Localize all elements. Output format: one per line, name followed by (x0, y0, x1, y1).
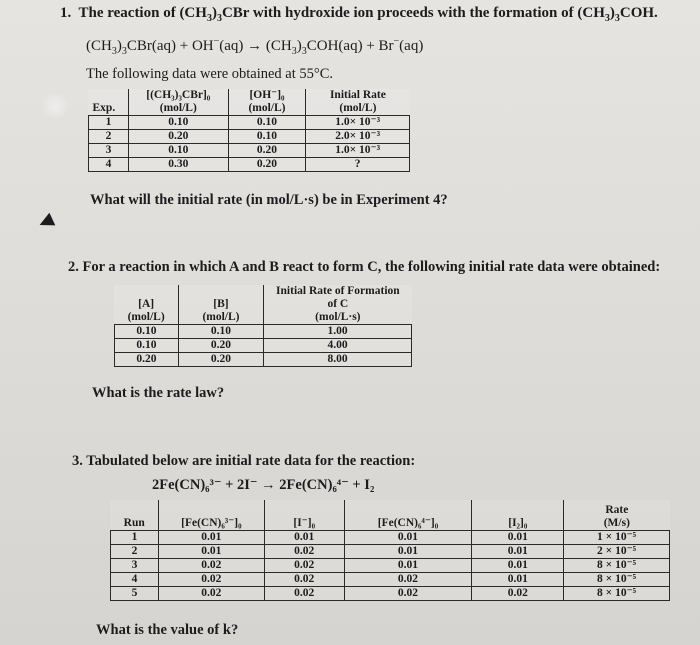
cell: 0.01 (158, 544, 264, 558)
q1-table (88, 89, 410, 172)
cell: 0.10 (228, 130, 306, 144)
header-a: [A] (mol/L) (115, 285, 179, 325)
cell: 8 × 10⁻⁵ (564, 586, 670, 600)
cell: 0.01 (158, 530, 264, 544)
table-row (111, 572, 670, 586)
cell: 0.02 (264, 586, 344, 600)
q1-intro: 1. The reaction of $(CH_3)_3CBr$ with hydroxide ion proceeds with the formation of $(CH_3)_3COH$. (60, 5, 658, 24)
table-row (115, 353, 412, 367)
header-oh: [OH⁻]₀ (mol/L) (228, 89, 306, 116)
q3-table (110, 500, 670, 601)
cell: 0.30 (128, 158, 228, 172)
cell: 0.10 (115, 325, 179, 339)
header-b: [B] (mol/L) (178, 285, 263, 325)
table-row (111, 530, 670, 544)
cell: 0.01 (344, 544, 472, 558)
cell: 5 (111, 586, 159, 600)
cell: 1.0× 10⁻³ (306, 144, 410, 158)
cell: 0.20 (178, 339, 263, 353)
cell: 0.01 (472, 544, 564, 558)
header-fe4: [Fe(CN)₆⁴⁻]₀ (344, 500, 472, 530)
cell: 4 (111, 572, 159, 586)
cell: 0.10 (178, 325, 263, 339)
table-row (89, 158, 410, 172)
cell: 0.10 (228, 116, 306, 130)
cell: 0.20 (128, 130, 228, 144)
cell: 0.10 (115, 339, 179, 353)
cell: 2 (89, 130, 129, 144)
cell: 0.02 (344, 572, 472, 586)
header-fe3: [Fe(CN)₆³⁻]₀ (158, 500, 264, 530)
cell: 0.01 (472, 572, 564, 586)
cell: 0.01 (344, 558, 472, 572)
table-header (115, 285, 412, 325)
table-row (89, 130, 410, 144)
cell: 0.02 (158, 572, 264, 586)
cell: 0.02 (264, 558, 344, 572)
header-exp: Exp. (89, 89, 129, 116)
cell: 2 (111, 544, 159, 558)
header-cbr: [(CH₃)₃CBr]₀ (mol/L) (128, 89, 228, 116)
cell: 0.01 (472, 530, 564, 544)
cell: 3 (111, 558, 159, 572)
q1-question: What will the initial rate (in mol/L·s) be in Experiment 4? (90, 192, 448, 208)
table-row (89, 116, 410, 130)
cell: 1 (111, 530, 159, 544)
table-row (111, 586, 670, 600)
table-row (111, 558, 670, 572)
cell: 0.01 (264, 530, 344, 544)
q3-question: What is the value of k? (96, 622, 239, 638)
cell: 8.00 (264, 353, 412, 367)
cell: 8 × 10⁻⁵ (564, 558, 670, 572)
cell: 0.20 (178, 353, 263, 367)
cell: 0.02 (472, 586, 564, 600)
header-rate: Rate (M/s) (564, 500, 670, 530)
cell: ? (306, 158, 410, 172)
cell: 0.20 (228, 158, 306, 172)
cell: 2.0× 10⁻³ (306, 130, 410, 144)
header-rate: Initial Rate of Formation of C (mol/L·s) (264, 285, 412, 325)
q1-data-line: The following data were obtained at 55°C. (86, 66, 333, 82)
cell: 0.02 (344, 586, 472, 600)
cell: 1 × 10⁻⁵ (564, 530, 670, 544)
cell: 2 × 10⁻⁵ (564, 544, 670, 558)
header-i: [I⁻]₀ (264, 500, 344, 530)
q3-equation: 2Fe(CN)₆³⁻ + 2I⁻ → 2Fe(CN)₆⁴⁻ + I₂ (152, 477, 375, 493)
q2-question: What is the rate law? (92, 385, 225, 401)
q2-table (114, 285, 412, 367)
cell: 1 (89, 116, 129, 130)
q3-intro: 3. Tabulated below are initial rate data for the reaction: (72, 453, 416, 469)
cell: 3 (89, 144, 129, 158)
cell: 1.0× 10⁻³ (306, 116, 410, 130)
table-row (115, 339, 412, 353)
table-header (111, 500, 670, 530)
table-row (89, 144, 410, 158)
cell: 0.02 (264, 544, 344, 558)
header-rate: Initial Rate (mol/L) (306, 89, 410, 116)
cell: 0.01 (472, 558, 564, 572)
table-row (115, 325, 412, 339)
cell: 8 × 10⁻⁵ (564, 572, 670, 586)
cell: 0.20 (115, 353, 179, 367)
cell: 0.02 (158, 586, 264, 600)
cell: 0.02 (264, 572, 344, 586)
q1-equation: $(CH_3)_3CBr(aq) + OH^-(aq) \to (CH_3)_3COH(aq) + Br^-(aq)$ (86, 36, 424, 57)
cell: 0.01 (344, 530, 472, 544)
cell: 0.10 (128, 144, 228, 158)
cell: 4.00 (264, 339, 412, 353)
smudge (38, 94, 72, 118)
q2-intro: 2. For a reaction in which A and B react to form C, the following initial rate data were obtained: (68, 259, 661, 275)
cell: 0.10 (128, 116, 228, 130)
cell: 0.02 (158, 558, 264, 572)
cell: 0.20 (228, 144, 306, 158)
table-row (111, 544, 670, 558)
header-run: Run (111, 500, 159, 530)
cell: 4 (89, 158, 129, 172)
table-header (89, 89, 410, 116)
cell: 1.00 (264, 325, 412, 339)
header-i2: [I₂]₀ (472, 500, 564, 530)
